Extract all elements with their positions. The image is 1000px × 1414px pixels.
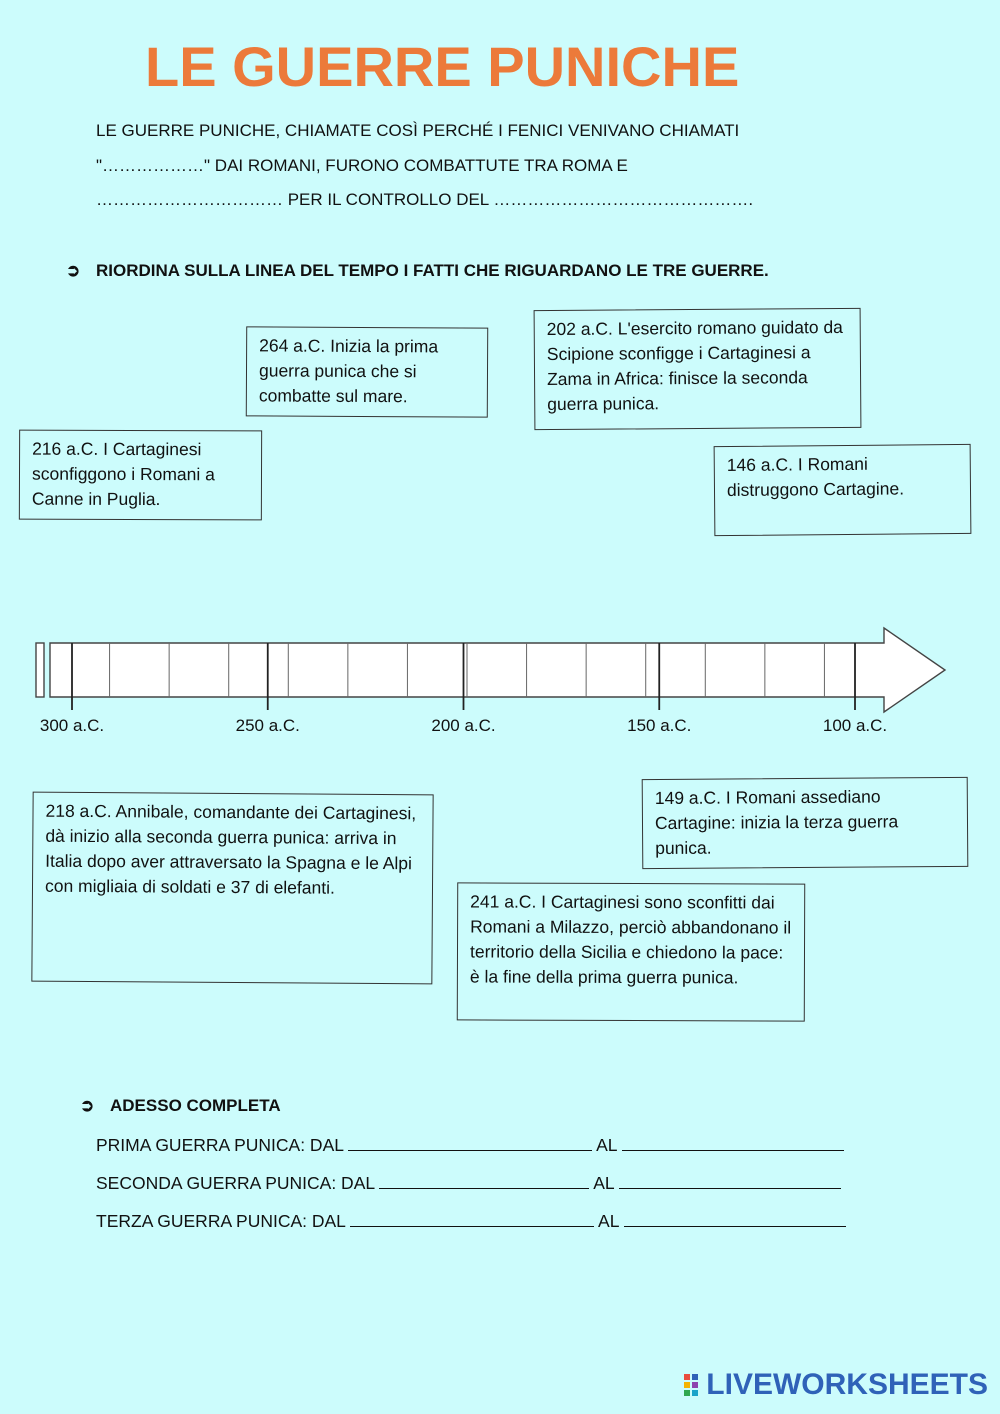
row-3-al: AL [598,1211,619,1231]
instruction-complete-text: ADESSO COMPLETA [110,1096,281,1115]
timeline-arrow-body [50,628,945,712]
row-1-label: PRIMA GUERRA PUNICA: DAL [96,1135,344,1155]
page-title: LE GUERRE PUNICHE [145,35,740,98]
row-2-label: SECONDA GUERRA PUNICA: DAL [96,1173,375,1193]
input-terza-al[interactable] [624,1210,846,1227]
event-card-218[interactable]: 218 a.C. Annibale, comandante dei Cartaginesi, dà inizio alla seconda guerra punica: arriva in Italia dopo aver attraversato la Spagna e le Alpi con migliaia di soldati e 37 di elefanti. [31,792,433,985]
input-seconda-dal[interactable] [379,1172,589,1189]
intro-line-3-text: PER IL CONTROLLO DEL [283,190,494,209]
blank-cartagine[interactable]: …………………………… [96,190,283,209]
event-card-216[interactable]: 216 a.C. I Cartaginesi sconfiggono i Romani a Canne in Puglia. [19,430,262,521]
event-card-241[interactable]: 241 a.C. I Cartaginesi sono sconfitti dai Romani a Milazzo, perciò abbandonano il territorio della Sicilia e chiedono la pace: è la fine della prima guerra punica. [457,882,805,1021]
complete-row-1 [96,1134,844,1156]
liveworksheets-logo-icon [684,1372,706,1398]
timeline-arrow [36,628,945,712]
timeline-labels [40,716,887,735]
row-2-al: AL [593,1173,614,1193]
event-card-202[interactable]: 202 a.C. L'esercito romano guidato da Scipione sconfigge i Cartaginesi a Zama in Africa: finisce la seconda guerra punica. [534,308,862,430]
liveworksheets-logo[interactable] [684,1368,988,1402]
complete-row-3 [96,1210,846,1232]
timeline-start-cap [36,643,44,697]
input-terza-dal[interactable] [350,1210,594,1227]
row-1-al: AL [596,1135,617,1155]
timeline-label: 100 a.C. [822,716,888,735]
intro-line-3 [96,190,753,210]
blank-mediterraneo[interactable]: ………………………………………. [493,190,754,209]
intro-line-1: LE GUERRE PUNICHE, CHIAMATE COSÌ PERCHÉ I FENICI VENIVANO CHIAMATI [96,121,740,140]
instruction-reorder [66,261,769,281]
timeline-label: 250 a.C. [235,716,300,735]
intro-line-2 [96,156,628,176]
instruction-reorder-text: RIORDINA SULLA LINEA DEL TEMPO I FATTI CHE RIGUARDANO LE TRE GUERRE. [96,261,769,280]
intro-line-2-text: DAI ROMANI, FURONO COMBATTUTE TRA ROMA E [210,156,628,175]
timeline [0,610,1000,745]
arrow-bullet-icon: ➲ [66,261,81,280]
instruction-complete [80,1096,281,1116]
timeline-label: 200 a.C. [431,716,496,735]
logo-text: LIVEWORKSHEETS [706,1368,988,1401]
complete-row-2 [96,1172,841,1194]
event-card-264[interactable]: 264 a.C. Inizia la prima guerra punica che si combatte sul mare. [246,326,488,417]
arrow-bullet-icon: ➲ [80,1096,95,1115]
blank-fenici[interactable]: "………………" [96,156,211,175]
input-prima-al[interactable] [622,1134,844,1151]
timeline-label: 300 a.C. [39,716,105,735]
input-prima-dal[interactable] [348,1134,592,1151]
timeline-label: 150 a.C. [627,716,692,735]
event-card-146[interactable]: 146 a.C. I Romani distruggono Cartagine. [714,444,972,536]
input-seconda-al[interactable] [619,1172,841,1189]
event-card-149[interactable]: 149 a.C. I Romani assediano Cartagine: inizia la terza guerra punica. [642,777,969,869]
row-3-label: TERZA GUERRA PUNICA: DAL [96,1211,346,1231]
